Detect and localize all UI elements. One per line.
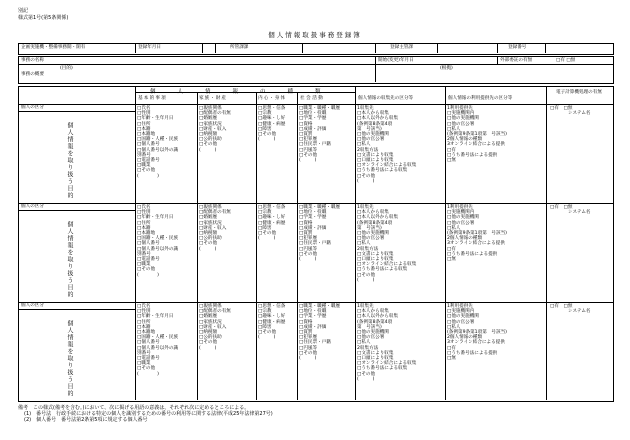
note-line-3: (2) 個人番号 番号法第2条第5項に規定する個人番号 (24, 417, 148, 423)
col-computer: 電子計算機処理の有無 (556, 90, 602, 95)
registration-number-label: 登録番号 (508, 45, 527, 50)
category-label-1: 個人の区分 (21, 105, 44, 110)
col-basic: 基本的事項 (138, 96, 167, 101)
basic-items-3: □氏名 □性別 □年齢・生年月日 □住所 □本籍 □本籍地 □国籍・人種・民族 □個人番号 □個人番号以外の識 別番号 □電話番号 □職業 □その他 ( ) (137, 304, 179, 377)
purpose-vertical-2: 個人情報を取り扱う目的 (66, 221, 73, 298)
mind-items-1: □思想・信条 □宗教 □趣味・し好 □健康・病歴 □障害 □その他 ( ) (258, 106, 286, 143)
category-label-2: 個人の区分 (21, 204, 44, 209)
registration-dept-label: 登録主管課 (390, 45, 413, 50)
note-line-1: 備考 この様式(備考を含む。)において、次に掲げる用語の意義は、それぞれ次に定めるところによる。 (18, 405, 250, 411)
org-label: 企画実施機・整備事務開・開有 (21, 45, 86, 50)
form-title: 個人情報取扱事務登録簿 (268, 31, 362, 39)
task-summary-label: 事務の概要 (21, 72, 44, 77)
collect-items-3: 1収集先 □本人から収集 □本人以外から収集 (条例第8条第4項 第 号該当) □他の実施機関 □他の官公署 □私人 2収集方法 □文書により収集 □口頭により収集 □オンライン結合による収集 □うち番号法による収集 □その他 ( ) (357, 304, 417, 382)
appendix-label: 別記 (18, 8, 29, 14)
mind-items-2: □思想・信条 □宗教 □趣味・し好 □健康・病歴 □障害 □その他 ( ) (258, 205, 286, 242)
col-family: 家族・財産 (199, 96, 227, 101)
outsourcing-options: □有 □無 (556, 58, 576, 63)
form-header (18, 8, 68, 22)
family-items-1: □親族関係 □配偶者の有無 □婚姻歴 □家族状況 □財産・収入 □納税額 □公的扶助 □その他 ( ) (199, 106, 231, 153)
purpose-vertical-1: 個人情報を取り扱う目的 (66, 122, 73, 199)
computer-items-2: □有 □無 システム名 (550, 205, 591, 216)
mind-items-3: □思想・信条 □宗教 □趣味・し好 □健康・病歴 □障害 □その他 ( ) (258, 304, 286, 341)
notes (18, 405, 273, 423)
basic-items-1: □氏名 □性別 □年齢・生年月日 □住所 □本籍 □本籍地 □国籍・人種・民族 □個人番号 □個人番号以外の識 別番号 □電話番号 □職業 □その他 ( ) (137, 106, 179, 179)
social-items-1: □職業・職種・職歴 □地位・役職 □学業・学歴 □資格 □成績・評価 □賞罰 □犯罪歴 □住民票・戸籍 □円風等 □その他 ( ) (299, 106, 341, 164)
computer-items-3: □有 □無 システム名 (550, 304, 591, 315)
outsourcing-label: 外部委託の有無 (500, 58, 533, 63)
start-date-label: 開始(変更)年月日 (378, 58, 414, 63)
col-mind: 内心・身体 (258, 96, 286, 101)
use-items-3: 1利用提供先 □実施機関内 □他の実施機関 □他の官公署 □私人 (条例第9条第1項第 号該当) 2個人情報の種類 3オンライン結合による提供 □有 □うち番号法による提供 □無 (447, 304, 507, 362)
collect-items-2: 1収集先 □本人から収集 □本人以外から収集 (条例第8条第4項 第 号該当) □他の実施機関 □他の官公署 □私人 2収集方法 □文書により収集 □口頭により収集 □オンライン結合による収集 □うち番号法による収集 □その他 ( ) (357, 205, 417, 283)
category-label-3: 個人の区分 (21, 303, 44, 308)
personal-info-header: 個人情報の種類 (150, 89, 343, 95)
registration-date-label: 登録年月日 (138, 45, 161, 50)
computer-items-1: □有 □無 システム名 (550, 106, 591, 117)
basis-label: (根拠) (440, 66, 453, 71)
basic-items-2: □氏名 □性別 □年齢・生年月日 □住所 □本籍 □本籍地 □国籍・人種・民族 □個人番号 □個人番号以外の識 別番号 □電話番号 □職業 □その他 ( ) (137, 205, 179, 278)
purpose-vertical-3: 個人情報を取り扱う目的 (66, 320, 73, 397)
use-items-1: 1利用提供先 □実施機関内 □他の実施機関 □他の官公署 □私人 (条例第9条第1項第 号該当) 2個人情報の種類 3オンライン結合による提供 □有 □うち番号法による提供 □無 (447, 106, 507, 164)
form-number-label: 様式第1号(第5条関係) (18, 15, 69, 21)
family-items-3: □親族関係 □配偶者の有無 □婚姻歴 □家族状況 □財産・収入 □納税額 □公的扶助 □その他 ( ) (199, 304, 231, 351)
department-label: 所管課課 (230, 45, 249, 50)
col-social: 社会活動 (300, 96, 325, 101)
purpose-label: (目的) (60, 66, 73, 71)
use-items-2: 1利用提供先 □実施機関内 □他の実施機関 □他の官公署 □私人 (条例第9条第1項第 号該当) 2個人情報の種類 3オンライン結合による提供 □有 □うち番号法による提供 □無 (447, 205, 507, 263)
family-items-2: □親族関係 □配偶者の有無 □婚姻歴 □家族状況 □財産・収入 □納税額 □公的扶助 □その他 ( ) (199, 205, 231, 252)
social-items-2: □職業・職種・職歴 □地位・役職 □学業・学歴 □資格 □成績・評価 □賞罰 □犯罪歴 □住民票・戸籍 □円風等 □その他 ( ) (299, 205, 341, 263)
task-name-label: 事務の名称 (21, 58, 44, 63)
note-line-2: (1) 番号法 行政手続における特定の個人を識別するための番号の利用等に関する法律(平成25年法律第27号) (24, 411, 273, 417)
col-use: 個人情報の利用提供先の区分等 (448, 96, 513, 101)
social-items-3: □職業・職種・職歴 □地位・役職 □学業・学歴 □資格 □成績・評価 □賞罰 □犯罪歴 □住民票・戸籍 □円風等 □その他 ( ) (299, 304, 341, 362)
collect-items-1: 1収集先 □本人から収集 □本人以外から収集 (条例第8条第4項 第 号該当) □他の実施機関 □他の官公署 □私人 2収集方法 □文書により収集 □口頭により収集 □オンライン結合による収集 □うち番号法による収集 □その他 ( ) (357, 106, 417, 184)
col-collect: 個人情報の収集先の区分等 (358, 96, 414, 101)
